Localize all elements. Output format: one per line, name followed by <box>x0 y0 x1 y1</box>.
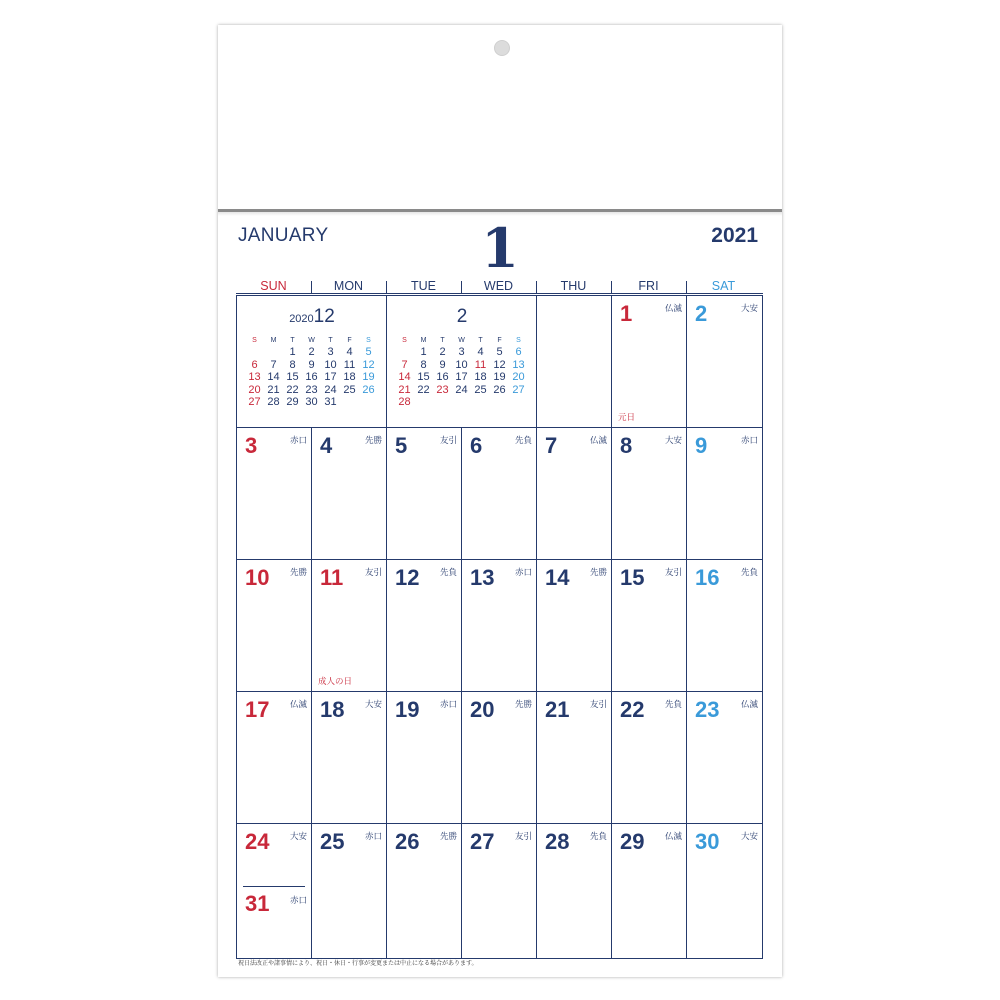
rokuyo-label: 友引 <box>514 831 532 841</box>
mini-day <box>509 396 528 409</box>
day-cell-29 <box>612 824 687 958</box>
day-number: 7 <box>545 433 558 458</box>
day-cell-14 <box>537 560 612 692</box>
mini-day: 28 <box>267 396 280 408</box>
mini-weekday: W <box>308 336 315 344</box>
weeks-grid <box>236 295 763 959</box>
rokuyo-label: 仏滅 <box>289 699 307 709</box>
mini-day: 13 <box>512 358 525 371</box>
day-cell-7 <box>537 428 612 560</box>
day-number: 23 <box>695 697 720 722</box>
day-cell-5 <box>387 428 462 560</box>
day-cell-16 <box>687 560 762 692</box>
day-number: 4 <box>320 433 333 458</box>
mini-day: 7 <box>401 358 408 371</box>
mini-day: 25 <box>343 383 356 396</box>
rokuyo-label: 先負 <box>514 435 532 445</box>
rokuyo-label: 先勝 <box>289 567 307 577</box>
mini-day <box>414 396 433 409</box>
mini-day: 26 <box>493 383 506 396</box>
mini-weekday: T <box>290 336 295 344</box>
mini-weekday: F <box>347 336 352 344</box>
day-cell-26 <box>387 824 462 958</box>
day-number: 15 <box>620 565 645 590</box>
mini-day: 15 <box>417 371 430 383</box>
day-cell-22 <box>612 692 687 824</box>
mini-day: 8 <box>420 358 427 371</box>
rokuyo-label: 赤口 <box>289 435 307 445</box>
weekday-sun: SUN <box>260 279 287 293</box>
day-number: 3 <box>245 433 258 458</box>
day-cell-9 <box>687 428 762 560</box>
mini-weekday: M <box>420 336 427 344</box>
rokuyo-label: 仏滅 <box>589 435 607 445</box>
mini-weekday: M <box>270 336 277 344</box>
weekday-thu: THU <box>560 279 587 293</box>
calendar-grid <box>236 279 763 916</box>
mini-day: 3 <box>327 346 334 358</box>
mini-day: 12 <box>362 358 375 371</box>
mini-day: 3 <box>458 346 465 358</box>
mini-day: 9 <box>439 358 446 371</box>
day-number: 25 <box>320 829 345 854</box>
mini-day: 22 <box>417 383 430 396</box>
mini-day: 16 <box>305 371 318 383</box>
day-number: 6 <box>470 433 483 458</box>
day-number: 24 <box>245 829 270 854</box>
day-cell-30 <box>687 824 762 958</box>
rokuyo-label: 友引 <box>364 567 382 577</box>
mini-day: 1 <box>420 346 427 358</box>
day-number: 12 <box>395 565 420 590</box>
mini-day: 27 <box>512 383 525 396</box>
hang-hole <box>494 40 510 56</box>
day-number: 31 <box>245 891 270 916</box>
day-cell-17 <box>237 692 312 824</box>
mini-day: 24 <box>455 383 468 396</box>
day-cell-4 <box>312 428 387 560</box>
day-cell-10 <box>237 560 312 692</box>
mini-calendar-title <box>387 306 537 328</box>
mini-day: 22 <box>286 383 299 396</box>
rokuyo-label: 赤口 <box>439 699 457 709</box>
mini-day: 14 <box>267 371 280 383</box>
mini-day: 20 <box>248 383 261 396</box>
mini-weekday: S <box>402 336 407 344</box>
mini-day <box>490 396 509 409</box>
rokuyo-label: 先勝 <box>439 831 457 841</box>
weekday-separator <box>611 281 612 293</box>
mini-day: 4 <box>477 346 484 358</box>
rokuyo-label: 先負 <box>740 567 758 577</box>
mini-day <box>340 396 359 409</box>
day-cell-6 <box>462 428 537 560</box>
mini-calendar-title <box>237 306 387 328</box>
mini-day <box>264 346 283 359</box>
mini-day: 28 <box>398 396 411 408</box>
mini-weekday: W <box>458 336 465 344</box>
day-number: 5 <box>395 433 408 458</box>
holiday-label: 元日 <box>618 412 636 422</box>
rokuyo-label: 友引 <box>589 699 607 709</box>
day-number: 13 <box>470 565 495 590</box>
day-number: 10 <box>245 565 270 590</box>
rokuyo-label: 赤口 <box>364 831 382 841</box>
mini-day: 1 <box>289 346 296 358</box>
mini-day: 5 <box>365 346 372 358</box>
rokuyo-label: 大安 <box>289 831 307 841</box>
rokuyo-label: 先勝 <box>364 435 382 445</box>
mini-day: 15 <box>286 371 299 383</box>
mini-day: 13 <box>248 371 261 383</box>
mini-day: 11 <box>343 358 356 371</box>
mini-day: 24 <box>324 383 337 396</box>
weekday-wed: WED <box>483 279 514 293</box>
mini-month: 2 <box>456 306 468 327</box>
top-flap <box>218 25 782 209</box>
day-cell-23 <box>687 692 762 824</box>
mini-year: 2020 <box>289 313 314 325</box>
mini-day <box>395 346 414 359</box>
mini-day: 4 <box>346 346 353 358</box>
mini-day <box>245 346 264 359</box>
day-cell-1 <box>612 296 687 428</box>
mini-day: 10 <box>455 358 468 371</box>
mini-day: 10 <box>324 358 337 371</box>
mini-weekday: S <box>252 336 257 344</box>
mini-weekday: T <box>440 336 445 344</box>
rokuyo-label: 先負 <box>439 567 457 577</box>
mini-day: 12 <box>493 358 506 371</box>
mini-day <box>471 396 490 409</box>
rokuyo-label: 先勝 <box>514 699 532 709</box>
mini-day: 17 <box>324 371 337 383</box>
weekday-sat: SAT <box>711 279 736 293</box>
day-number: 20 <box>470 697 495 722</box>
empty-cell <box>537 296 612 428</box>
mini-day: 9 <box>308 358 315 371</box>
mini-weekday: T <box>328 336 333 344</box>
rokuyo-label: 仏滅 <box>664 831 682 841</box>
weekday-separator <box>311 281 312 293</box>
mini-day <box>452 396 471 409</box>
day-cell-2 <box>687 296 762 428</box>
day-number: 28 <box>545 829 570 854</box>
day-cell-25 <box>312 824 387 958</box>
mini-table <box>395 334 528 409</box>
mini-day: 5 <box>496 346 503 358</box>
mini-weekday: S <box>366 336 371 344</box>
day-cell-24 <box>237 824 312 958</box>
weekday-separator <box>386 281 387 293</box>
rokuyo-label: 赤口 <box>740 435 758 445</box>
mini-day: 6 <box>515 346 522 358</box>
day-number: 18 <box>320 697 345 722</box>
mini-day: 14 <box>398 371 411 383</box>
mini-day: 23 <box>305 383 318 396</box>
day-number: 19 <box>395 697 420 722</box>
mini-day: 11 <box>474 358 487 371</box>
mini-day: 16 <box>436 371 449 383</box>
mini-day: 18 <box>343 371 356 383</box>
mini-day: 8 <box>289 358 296 371</box>
calendar-sheet <box>218 25 782 977</box>
day-cell-20 <box>462 692 537 824</box>
month-number: 1 <box>481 216 519 280</box>
weekday-mon: MON <box>333 279 364 293</box>
day-cell-11 <box>312 560 387 692</box>
weekday-separator <box>461 281 462 293</box>
rokuyo-label: 先勝 <box>589 567 607 577</box>
day-cell-15 <box>612 560 687 692</box>
mini-month: 12 <box>313 306 335 327</box>
footnote: 祝日法改正や諸事情により、祝日・休日・行事が変更または中止になる場合があります。 <box>238 961 478 967</box>
rokuyo-label: 赤口 <box>289 895 307 905</box>
weekday-tue: TUE <box>411 279 436 293</box>
mini-day: 2 <box>308 346 315 358</box>
mini-day: 20 <box>512 371 525 383</box>
day-cell-18 <box>312 692 387 824</box>
day-number: 8 <box>620 433 633 458</box>
mini-day: 23 <box>436 383 449 396</box>
mini-day: 26 <box>362 383 375 396</box>
mini-day: 2 <box>439 346 446 358</box>
weekday-separator <box>686 281 687 293</box>
rokuyo-label: 先負 <box>589 831 607 841</box>
day-number: 14 <box>545 565 570 590</box>
holiday-label: 成人の日 <box>318 676 353 686</box>
day-number: 1 <box>620 301 633 326</box>
day-number: 29 <box>620 829 645 854</box>
rokuyo-label: 赤口 <box>514 567 532 577</box>
mini-day: 7 <box>270 358 277 371</box>
day-cell-28 <box>537 824 612 958</box>
day-cell-21 <box>537 692 612 824</box>
weekday-fri: FRI <box>638 279 659 293</box>
mini-day: 29 <box>286 396 299 408</box>
day-number: 11 <box>320 565 344 590</box>
mini-day: 18 <box>474 371 487 383</box>
split-line <box>243 886 305 887</box>
day-cell-12 <box>387 560 462 692</box>
weekday-separator <box>536 281 537 293</box>
rokuyo-label: 仏滅 <box>664 303 682 313</box>
day-number: 22 <box>620 697 645 722</box>
mini-day: 6 <box>251 358 258 371</box>
rokuyo-label: 仏滅 <box>740 699 758 709</box>
day-number: 21 <box>545 697 570 722</box>
day-cell-19 <box>387 692 462 824</box>
month-name: JANUARY <box>238 225 329 246</box>
day-cell-13 <box>462 560 537 692</box>
mini-day: 17 <box>455 371 468 383</box>
day-number: 27 <box>470 829 495 854</box>
day-number: 26 <box>395 829 420 854</box>
day-number: 9 <box>695 433 708 458</box>
mini-table <box>245 334 378 409</box>
day-number: 2 <box>695 301 708 326</box>
rokuyo-label: 大安 <box>740 831 758 841</box>
weekday-header <box>236 279 763 294</box>
mini-day: 19 <box>362 371 375 383</box>
day-number: 17 <box>245 697 270 722</box>
mini-day: 25 <box>474 383 487 396</box>
day-number: 16 <box>695 565 720 590</box>
mini-day: 31 <box>324 396 337 408</box>
mini-day <box>433 396 452 409</box>
day-cell-8 <box>612 428 687 560</box>
rokuyo-label: 大安 <box>664 435 682 445</box>
mini-day <box>359 396 378 409</box>
mini-day: 30 <box>305 396 318 408</box>
mini-weekday: T <box>478 336 483 344</box>
mini-day: 21 <box>267 383 280 396</box>
mini-day: 27 <box>248 396 261 408</box>
rokuyo-label: 友引 <box>664 567 682 577</box>
day-cell-3 <box>237 428 312 560</box>
rokuyo-label: 大安 <box>740 303 758 313</box>
day-number: 30 <box>695 829 720 854</box>
rokuyo-label: 先負 <box>664 699 682 709</box>
rokuyo-label: 大安 <box>364 699 382 709</box>
mini-weekday: S <box>516 336 521 344</box>
mini-day: 21 <box>398 383 411 396</box>
year: 2021 <box>711 224 758 247</box>
mini-weekday: F <box>497 336 502 344</box>
day-cell-27 <box>462 824 537 958</box>
mini-day: 19 <box>493 371 506 383</box>
rokuyo-label: 友引 <box>439 435 457 445</box>
